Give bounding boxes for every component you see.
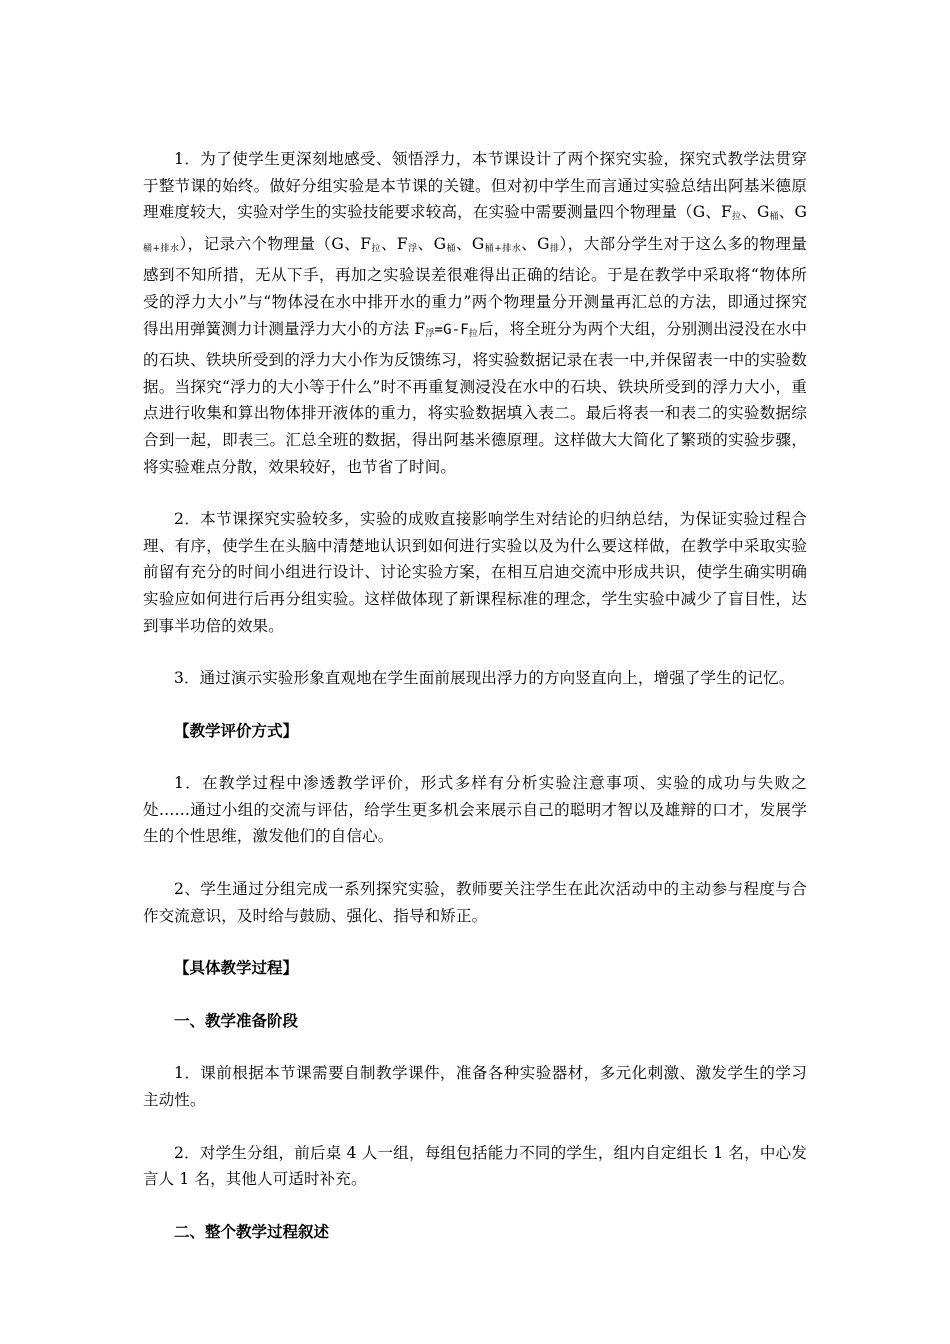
paragraph-preparation-1: 1．课前根据本节课需要自制教学课件，准备各种实验器材，多元化刺激、激发学生的学习主动性。: [143, 1064, 807, 1110]
section-heading-evaluation: 【教学评价方式】: [174, 720, 299, 740]
document-body: [143, 146, 807, 1271]
paragraph-design-rationale-3: 3．通过演示实验形象直观地在学生面前展现出浮力的方向竖直向上，增强了学生的记忆。: [174, 669, 795, 688]
paragraph-evaluation-2: 2、学生通过分组完成一系列探究实验，教师要关注学生在此次活动中的主动参与程度与合作交流意识，及时给与鼓励、强化、指导和矫正。: [143, 880, 807, 925]
paragraph-design-rationale-1: 1．为了使学生更深刻地感受、领悟浮力，本节课设计了两个探究实验，探究式教学法贯穿于整节课的始终。做好分组实验是本节课的关键。但对初中学生而言通过实验总结出阿基米德原理难度较大，实验对学生的实验技能要求较高，在实验中需要测量四个物理量（G、$F_拉$、$G_桶$、$G_{桶+排水}$），记录六个物理量（G、$F_拉$、$F_浮$、$G_桶$、$G_{桶+排水}$、$G_排$），大部分学生对于这么多的物理量感到不知所措，无从下手，再加之实验误差很难得出正确的结论。于是在教学中采取将“物体所受的浮力大小”与“物体浸在水中排开水的重力”两个物理量分开测量再汇总的方法，即通过探究得出用弹簧测力计测量浮力大小的方法 $F_浮=G-F_拉$后，将全班分为两个大组，分别测出浸没在水中的石块、铁块所受到的浮力大小作为反馈练习，将实验数据记录在表一中,并保留表一中的实验数据。当探究“浮力的大小等于什么”时不再重复测浸没在水中的石块、铁块所受到的浮力大小，重点进行收集和算出物体排开液体的重力，将实验数据填入表二。最后将表一和表二的实验数据综合到一起，即表三。汇总全班的数据，得出阿基米德原理。这样做大大简化了繁琐的实验步骤，将实验难点分散，效果较好，也节省了时间。: [143, 150, 807, 476]
section-heading-process: 【具体教学过程】: [174, 958, 299, 978]
paragraph-evaluation-1: 1．在教学过程中渗透教学评价，形式多样有分析实验注意事项、实验的成功与失败之处……通过小组的交流与评估，给学生更多机会来展示自己的聪明才智以及雄辩的口才，发展学生的个性思维，激发他们的自信心。: [143, 774, 807, 846]
paragraph-preparation-2: 2．对学生分组，前后桌 4 人一组，每组包括能力不同的学生，组内自定组长 1 名，中心发言人 1 名，其他人可适时补充。: [143, 1143, 807, 1189]
subsection-heading-preparation: 一、教学准备阶段: [174, 1010, 299, 1030]
subsection-heading-narrative: 二、整个教学过程叙述: [174, 1221, 330, 1241]
paragraph-design-rationale-2: 2．本节课探究实验较多，实验的成败直接影响学生对结论的归纳总结，为保证实验过程合理、有序，使学生在头脑中清楚地认识到如何进行实验以及为什么要这样做，在教学中采取实验前留有充分的时间小组进行设计、讨论实验方案，在相互启迪交流中形成共识，使学生确实明确实验应如何进行后再分组实验。这样做体现了新课程标准的理念，学生实验中减少了盲目性，达到事半功倍的效果。: [143, 510, 807, 635]
